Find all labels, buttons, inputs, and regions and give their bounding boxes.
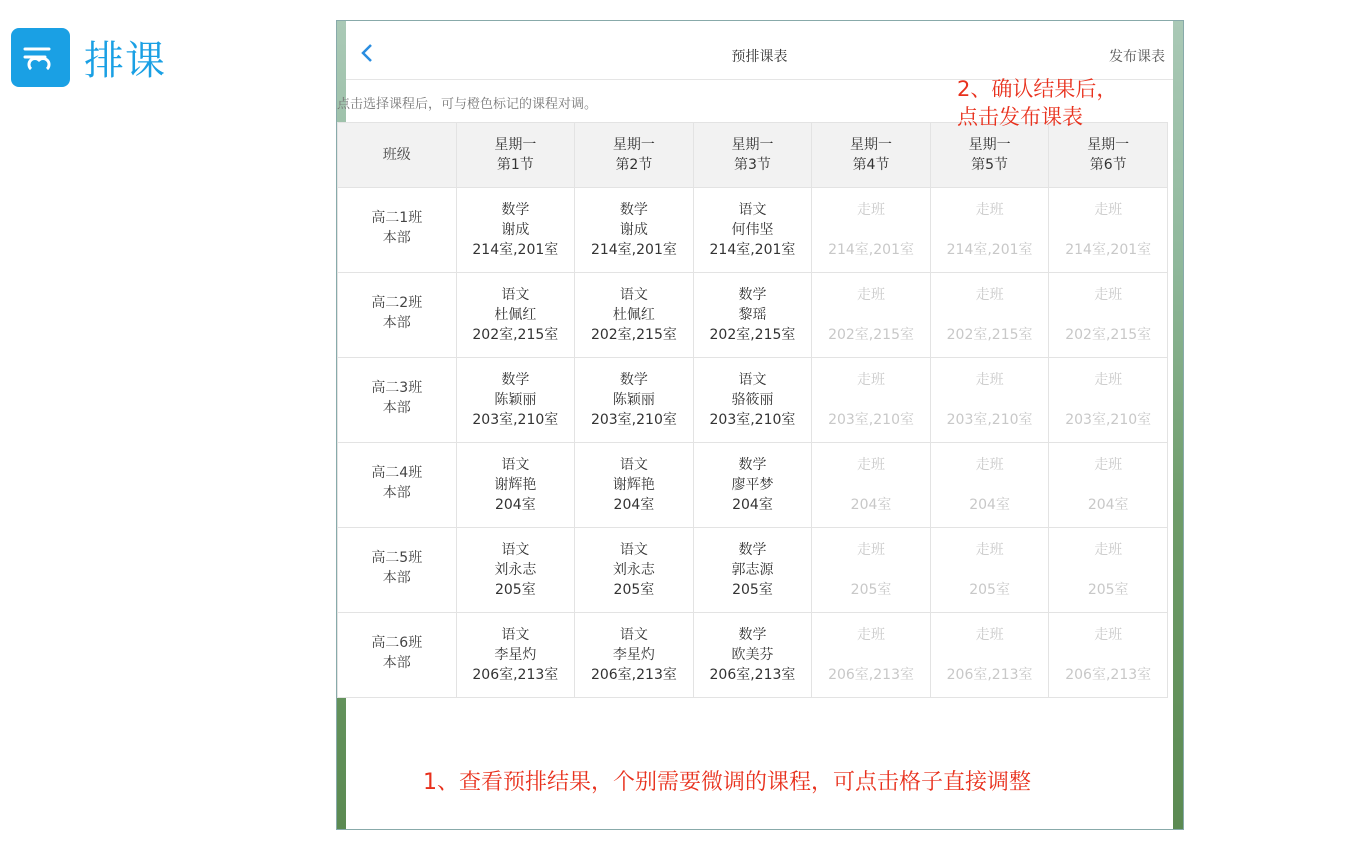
lesson-cell[interactable] xyxy=(456,273,575,358)
lesson-subject: 语文 xyxy=(501,542,530,558)
lesson-teacher: 欧美芬 xyxy=(731,647,774,663)
lesson-room: 204室 xyxy=(613,497,655,513)
lesson-subject: 走班 xyxy=(1094,202,1123,218)
lesson-room: 202室,215室 xyxy=(828,327,914,343)
lesson-teacher xyxy=(812,645,930,665)
publish-annotation-line1: 2、确认结果后， xyxy=(957,77,1118,101)
campus-name: 本部 xyxy=(382,400,411,416)
lesson-subject: 走班 xyxy=(1094,457,1123,473)
lesson-room: 205室 xyxy=(850,582,892,598)
lesson-room: 203室,210室 xyxy=(590,412,677,428)
lesson-room: 204室 xyxy=(732,497,773,513)
lesson-cell[interactable] xyxy=(456,443,575,528)
publish-annotation-line2: 点击发布课表 xyxy=(957,105,1083,129)
lesson-room: 205室 xyxy=(969,582,1010,598)
lesson-cell[interactable] xyxy=(812,358,931,443)
lesson-subject: 语文 xyxy=(619,542,648,558)
campus-name: 本部 xyxy=(382,315,411,331)
lesson-cell[interactable] xyxy=(930,613,1049,698)
lesson-subject: 数学 xyxy=(738,542,767,558)
lesson-cell[interactable] xyxy=(1049,273,1168,358)
lesson-room: 202室,215室 xyxy=(709,327,796,343)
lesson-room: 203室,210室 xyxy=(946,412,1033,428)
lesson-room: 206室,213室 xyxy=(946,667,1033,683)
lesson-cell[interactable] xyxy=(1049,613,1168,698)
lesson-room: 205室 xyxy=(732,582,773,598)
lesson-room: 203室,210室 xyxy=(1065,412,1152,428)
lesson-cell[interactable] xyxy=(812,528,931,613)
lesson-teacher xyxy=(812,475,930,495)
lesson-teacher xyxy=(812,560,930,580)
lesson-cell[interactable] xyxy=(693,613,812,698)
period-column-header xyxy=(693,123,812,188)
lesson-cell[interactable] xyxy=(930,358,1049,443)
lesson-room: 214室,201室 xyxy=(472,242,559,258)
lesson-teacher: 郭志源 xyxy=(731,562,774,578)
period-number-label: 第5节 xyxy=(971,157,1009,173)
lesson-room: 205室 xyxy=(1087,582,1129,598)
lesson-teacher: 何伟坚 xyxy=(731,222,774,238)
class-cell xyxy=(338,528,457,613)
brand xyxy=(11,28,166,87)
lesson-cell[interactable] xyxy=(1049,443,1168,528)
table-row xyxy=(338,613,1168,698)
lesson-room: 214室,201室 xyxy=(590,242,677,258)
lesson-subject: 走班 xyxy=(857,542,886,558)
lesson-room: 203室,210室 xyxy=(472,412,559,428)
period-day-label: 星期一 xyxy=(612,137,655,153)
lesson-cell[interactable] xyxy=(930,528,1049,613)
lesson-teacher: 李星灼 xyxy=(612,647,655,663)
lesson-subject: 走班 xyxy=(1094,542,1123,558)
class-column-header: 班级 xyxy=(338,123,457,188)
lesson-teacher xyxy=(1049,220,1167,240)
period-day-label: 星期一 xyxy=(968,137,1011,153)
app-frame xyxy=(336,20,1184,830)
lesson-subject: 走班 xyxy=(975,372,1004,388)
lesson-cell[interactable] xyxy=(930,443,1049,528)
top-bar xyxy=(346,21,1173,80)
class-name: 高二5班 xyxy=(371,550,423,566)
class-cell xyxy=(338,273,457,358)
class-cell xyxy=(338,613,457,698)
lesson-teacher: 刘永志 xyxy=(612,562,655,578)
lesson-teacher xyxy=(931,390,1049,410)
lesson-teacher xyxy=(931,220,1049,240)
lesson-subject: 语文 xyxy=(619,627,648,643)
lesson-room: 203室,210室 xyxy=(828,412,914,428)
period-number-label: 第3节 xyxy=(734,157,771,173)
lesson-teacher xyxy=(812,390,930,410)
lesson-cell[interactable] xyxy=(693,443,812,528)
lesson-cell[interactable] xyxy=(812,613,931,698)
lesson-room: 204室 xyxy=(1087,497,1129,513)
table-row xyxy=(338,528,1168,613)
campus-name: 本部 xyxy=(382,570,411,586)
class-cell xyxy=(338,358,457,443)
cloud-icon xyxy=(11,28,70,87)
class-name: 高二1班 xyxy=(371,210,423,226)
page-title: 预排课表 xyxy=(731,49,788,65)
review-annotation: 1、查看预排结果，个别需要微调的课程，可点击格子直接调整 xyxy=(423,770,1031,795)
lesson-subject: 语文 xyxy=(738,372,767,388)
lesson-room: 203室,210室 xyxy=(709,412,796,428)
lesson-subject: 数学 xyxy=(738,457,767,473)
lesson-subject: 语文 xyxy=(738,202,767,218)
lesson-teacher: 谢辉艳 xyxy=(612,477,655,493)
lesson-teacher: 杜佩红 xyxy=(494,307,537,323)
lesson-room: 202室,215室 xyxy=(590,327,677,343)
lesson-teacher: 谢成 xyxy=(619,222,648,238)
lesson-cell[interactable] xyxy=(456,528,575,613)
lesson-subject: 数学 xyxy=(738,627,767,643)
lesson-subject: 数学 xyxy=(501,202,530,218)
lesson-subject: 走班 xyxy=(857,202,886,218)
period-column-header xyxy=(812,123,931,188)
lesson-cell[interactable] xyxy=(693,188,812,273)
lesson-room: 206室,213室 xyxy=(590,667,677,683)
period-day-label: 星期一 xyxy=(731,137,774,153)
period-number-label: 第1节 xyxy=(496,157,534,173)
table-row xyxy=(338,273,1168,358)
period-day-label: 星期一 xyxy=(850,137,893,153)
lesson-subject: 语文 xyxy=(501,287,530,303)
period-column-header xyxy=(456,123,575,188)
lesson-room: 214室,201室 xyxy=(828,242,914,258)
lesson-subject: 走班 xyxy=(857,287,886,303)
lesson-teacher xyxy=(1049,475,1167,495)
lesson-cell[interactable] xyxy=(1049,358,1168,443)
lesson-teacher xyxy=(1049,645,1167,665)
lesson-subject: 数学 xyxy=(738,287,767,303)
lesson-teacher: 骆筱丽 xyxy=(731,392,774,408)
lesson-room: 202室,215室 xyxy=(1065,327,1152,343)
lesson-subject: 数学 xyxy=(619,202,648,218)
lesson-cell[interactable] xyxy=(456,613,575,698)
lesson-room: 214室,201室 xyxy=(709,242,796,258)
lesson-subject: 走班 xyxy=(857,457,886,473)
lesson-subject: 语文 xyxy=(619,457,648,473)
lesson-teacher: 刘永志 xyxy=(494,562,537,578)
lesson-subject: 走班 xyxy=(975,202,1004,218)
period-day-label: 星期一 xyxy=(494,137,537,153)
lesson-teacher xyxy=(931,560,1049,580)
class-cell xyxy=(338,443,457,528)
lesson-cell[interactable] xyxy=(812,273,931,358)
lesson-cell[interactable] xyxy=(575,358,694,443)
period-column-header xyxy=(1049,123,1168,188)
lesson-teacher xyxy=(1049,560,1167,580)
class-name: 高二2班 xyxy=(371,295,423,311)
lesson-subject: 走班 xyxy=(1094,372,1123,388)
schedule-table xyxy=(337,122,1168,698)
publish-button[interactable]: 发布课表 xyxy=(1109,49,1165,65)
period-day-label: 星期一 xyxy=(1087,137,1130,153)
lesson-cell[interactable] xyxy=(456,358,575,443)
lesson-subject: 语文 xyxy=(501,627,530,643)
lesson-cell[interactable] xyxy=(575,443,694,528)
lesson-teacher: 陈颖丽 xyxy=(612,392,655,408)
lesson-teacher xyxy=(931,645,1049,665)
lesson-cell[interactable] xyxy=(930,188,1049,273)
lesson-cell[interactable] xyxy=(812,443,931,528)
period-column-header xyxy=(930,123,1049,188)
lesson-teacher xyxy=(931,475,1049,495)
lesson-room: 205室 xyxy=(494,582,536,598)
period-number-label: 第2节 xyxy=(615,157,653,173)
lesson-teacher xyxy=(812,220,930,240)
lesson-subject: 走班 xyxy=(975,287,1004,303)
lesson-teacher: 杜佩红 xyxy=(612,307,655,323)
lesson-subject: 走班 xyxy=(975,542,1004,558)
lesson-cell[interactable] xyxy=(1049,188,1168,273)
lesson-teacher xyxy=(931,305,1049,325)
table-row xyxy=(338,188,1168,273)
lesson-cell[interactable] xyxy=(930,273,1049,358)
lesson-room: 206室,213室 xyxy=(709,667,796,683)
lesson-cell[interactable] xyxy=(812,188,931,273)
brand-title: 排课 xyxy=(84,38,166,84)
lesson-room: 206室,213室 xyxy=(1065,667,1152,683)
lesson-subject: 走班 xyxy=(975,627,1004,643)
campus-name: 本部 xyxy=(382,485,411,501)
lesson-subject: 走班 xyxy=(857,627,886,643)
lesson-teacher xyxy=(1049,390,1167,410)
table-header-row xyxy=(338,123,1168,188)
lesson-room: 204室 xyxy=(494,497,536,513)
period-column-header xyxy=(575,123,694,188)
class-cell xyxy=(338,188,457,273)
class-name: 高二6班 xyxy=(371,635,423,651)
lesson-subject: 语文 xyxy=(619,287,648,303)
lesson-teacher: 黎瑶 xyxy=(738,307,767,323)
lesson-cell[interactable] xyxy=(693,358,812,443)
lesson-cell[interactable] xyxy=(575,528,694,613)
lesson-room: 214室,201室 xyxy=(946,242,1033,258)
lesson-cell[interactable] xyxy=(575,273,694,358)
lesson-room: 202室,215室 xyxy=(472,327,559,343)
lesson-subject: 走班 xyxy=(857,372,886,388)
period-number-label: 第6节 xyxy=(1089,157,1127,173)
period-number-label: 第4节 xyxy=(852,157,890,173)
lesson-cell[interactable] xyxy=(693,273,812,358)
lesson-cell[interactable] xyxy=(1049,528,1168,613)
lesson-subject: 数学 xyxy=(619,372,648,388)
lesson-room: 206室,213室 xyxy=(828,667,914,683)
lesson-teacher xyxy=(812,305,930,325)
lesson-teacher xyxy=(1049,305,1167,325)
lesson-subject: 数学 xyxy=(501,372,530,388)
class-name: 高二4班 xyxy=(371,465,423,481)
lesson-room: 204室 xyxy=(969,497,1010,513)
lesson-room: 204室 xyxy=(850,497,892,513)
table-row xyxy=(338,443,1168,528)
swap-hint: 点击选择课程后，可与橙色标记的课程对调。 xyxy=(337,97,598,112)
lesson-subject: 走班 xyxy=(975,457,1004,473)
lesson-subject: 走班 xyxy=(1094,627,1123,643)
campus-name: 本部 xyxy=(382,230,411,246)
lesson-cell[interactable] xyxy=(693,528,812,613)
lesson-room: 202室,215室 xyxy=(946,327,1033,343)
class-name: 高二3班 xyxy=(371,380,423,396)
campus-name: 本部 xyxy=(382,655,411,671)
lesson-room: 206室,213室 xyxy=(472,667,559,683)
lesson-teacher: 李星灼 xyxy=(494,647,537,663)
lesson-subject: 走班 xyxy=(1094,287,1123,303)
lesson-teacher: 谢成 xyxy=(501,222,530,238)
lesson-subject: 语文 xyxy=(501,457,530,473)
lesson-teacher: 谢辉艳 xyxy=(494,477,537,493)
lesson-teacher: 廖平梦 xyxy=(731,477,774,493)
lesson-room: 214室,201室 xyxy=(1065,242,1152,258)
lesson-cell[interactable] xyxy=(456,188,575,273)
lesson-cell[interactable] xyxy=(575,613,694,698)
lesson-cell[interactable] xyxy=(575,188,694,273)
lesson-room: 205室 xyxy=(613,582,655,598)
table-row xyxy=(338,358,1168,443)
lesson-teacher: 陈颖丽 xyxy=(494,392,537,408)
publish-annotation xyxy=(957,75,1167,131)
